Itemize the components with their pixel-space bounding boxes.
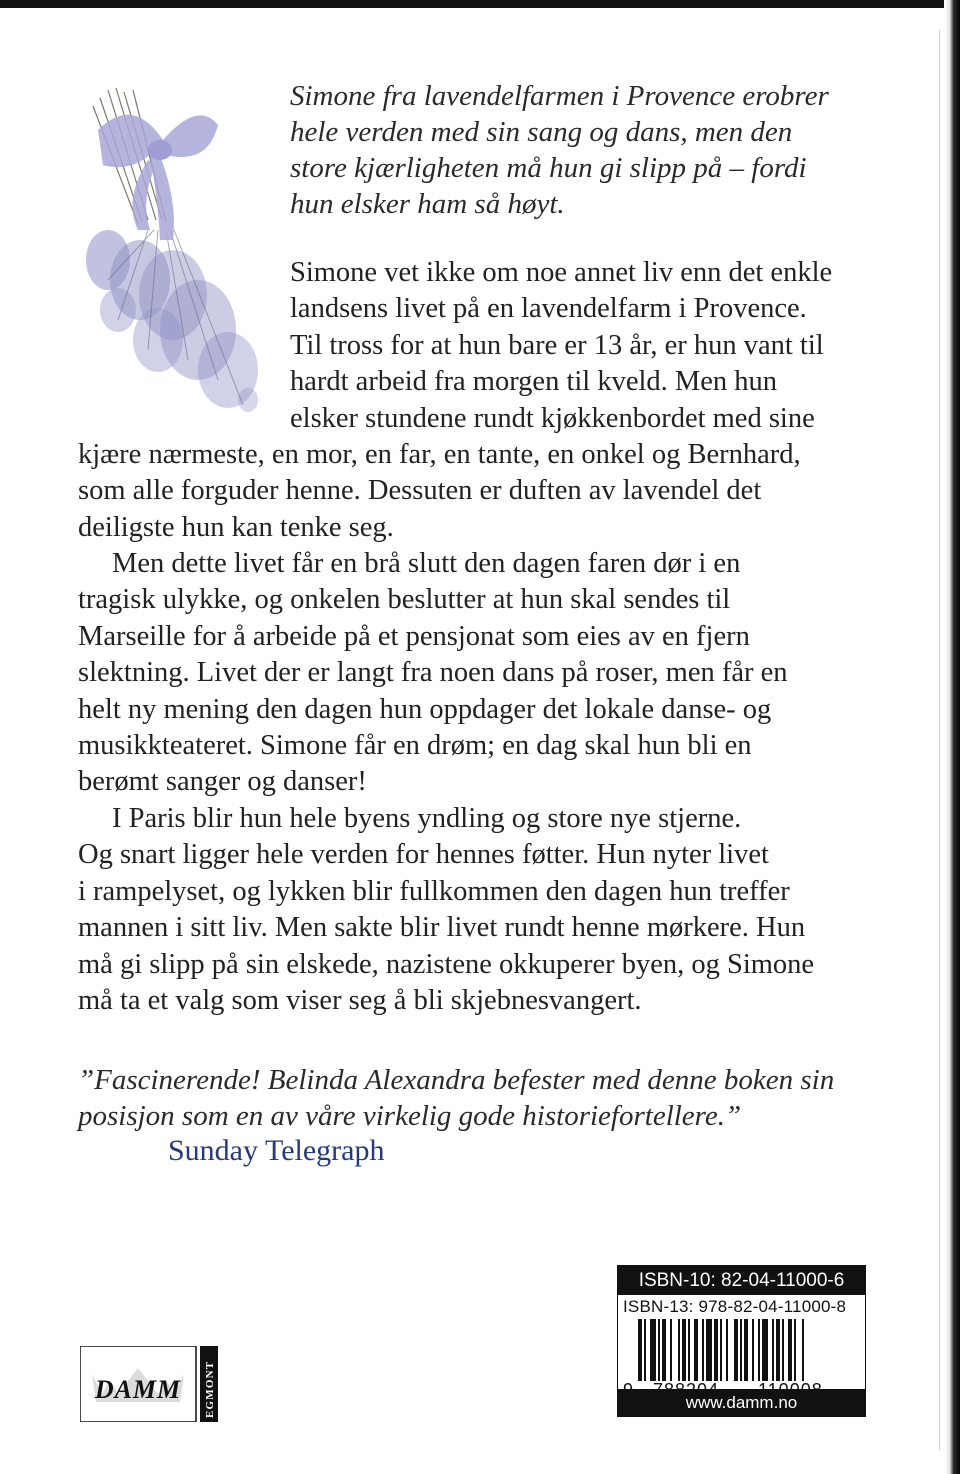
ribbon-bow-icon <box>98 115 218 240</box>
text-line: tragisk ulykke, og onkelen beslutter at hun skal sendes til <box>78 584 731 616</box>
isbn13-label: ISBN-13: 978-82-04-11000-8 <box>623 1297 847 1316</box>
text-line: deiligste hun kan tenke seg. <box>78 511 394 543</box>
blurb-line: hun elsker ham så høyt. <box>290 188 565 220</box>
text-line: Til tross for at hun bare er 13 år, er hun vant til <box>290 329 824 361</box>
barcode-bar <box>802 1319 804 1381</box>
barcode-bar <box>734 1319 738 1381</box>
barcode-bar <box>758 1319 760 1381</box>
barcode-bar <box>638 1319 642 1381</box>
text-line: slektning. Livet der er langt fra noen dans på roser, men får en <box>78 657 788 689</box>
barcode-bar <box>752 1319 754 1381</box>
egmont-wordmark: EGMONT <box>204 1360 216 1418</box>
barcode-bar <box>720 1319 722 1381</box>
barcode-bar <box>688 1319 690 1381</box>
spine-fold-line <box>939 30 940 1450</box>
damm-wordmark: DAMM <box>94 1375 182 1404</box>
body-paragraph-2 <box>78 546 788 801</box>
barcode-bars <box>638 1319 858 1381</box>
blurb-line: store kjærligheten må hun gi slipp på – fordi <box>290 152 807 184</box>
text-line: Men dette livet får en brå slutt den dagen faren dør i en <box>112 548 741 579</box>
isbn10-label: ISBN-10: 82-04-11000-6 <box>618 1266 865 1295</box>
blurb-line: Simone fra lavendelfarmen i Provence erobrer <box>290 80 829 112</box>
barcode-bar <box>794 1319 796 1381</box>
barcode-bar <box>762 1319 768 1381</box>
barcode-bar <box>662 1319 666 1381</box>
text-line: kjære nærmeste, en mor, en far, en tante, en onkel og Bernhard, <box>78 438 801 470</box>
text-line: som alle forguder henne. Dessuten er duften av lavendel det <box>78 475 762 507</box>
barcode-bar <box>776 1319 780 1381</box>
review-quote <box>78 1062 918 1134</box>
text-line: landsens livet på en lavendelfarm i Provence. <box>290 293 807 325</box>
blurb <box>290 78 900 222</box>
text-line: musikkteateret. Simone får en drøm; en dag skal hun bli en <box>78 729 752 761</box>
barcode-bar <box>726 1319 728 1381</box>
text-line: helt ny mening den dagen hun oppdager det lokale danse- og <box>78 693 772 725</box>
quote-line: posisjon som en av våre virkelig gode historiefortellere.” <box>78 1100 742 1132</box>
body-paragraph-3 <box>78 801 814 1019</box>
text-line: Simone vet ikke om noe annet liv enn det enkle <box>290 257 833 288</box>
body-paragraph-1 <box>78 255 832 546</box>
barcode-bar <box>702 1319 704 1381</box>
blurb-line: hele verden med sin sang og dans, men den <box>290 116 793 148</box>
text-line: I Paris blir hun hele byens yndling og store nye stjerne. <box>112 803 742 834</box>
barcode-bar <box>744 1319 748 1381</box>
damm-egmont-logo <box>80 1346 218 1422</box>
barcode-block <box>617 1265 866 1417</box>
quote-line: ”Fascinerende! Belinda Alexandra befester med denne boken sin <box>78 1064 835 1096</box>
text-line: må ta et valg som viser seg å bli skjebnesvangert. <box>78 984 642 1016</box>
text-line: elsker stundene rundt kjøkkenbordet med sine <box>290 402 815 434</box>
barcode-bar <box>644 1319 646 1381</box>
text-line: berømt sanger og danser! <box>78 766 367 798</box>
barcode-bar <box>678 1319 680 1381</box>
text-line: hardt arbeid fra morgen til kveld. Men hun <box>290 366 778 398</box>
text-line: må gi slipp på sin elskede, nazistene okkuperer byen, og Simone <box>78 948 815 980</box>
barcode-bar <box>772 1319 774 1381</box>
top-border <box>0 0 960 8</box>
publisher-url: www.damm.no <box>618 1389 865 1416</box>
barcode-bar <box>706 1319 712 1381</box>
barcode-bar <box>788 1319 792 1381</box>
barcode-bar <box>782 1319 784 1381</box>
text-line: Marseille for å arbeide på et pensjonat som eies av en fjern <box>78 620 750 652</box>
barcode-bar <box>714 1319 718 1381</box>
text-line: Og snart ligger hele verden for hennes føtter. Hun nyter livet <box>78 839 769 871</box>
barcode-bar <box>682 1319 686 1381</box>
barcode-bar <box>740 1319 742 1381</box>
barcode-bar <box>658 1319 660 1381</box>
quote-source: Sunday Telegraph <box>168 1134 385 1167</box>
barcode-bar <box>650 1319 656 1381</box>
spine-edge <box>944 0 960 1474</box>
text-line: mannen i sitt liv. Men sakte blir livet rundt henne mørkere. Hun <box>78 912 806 944</box>
barcode-bar <box>694 1319 698 1381</box>
text-line: i rampelyset, og lykken blir fullkommen den dagen hun treffer <box>78 875 790 907</box>
barcode-bar <box>670 1319 672 1381</box>
